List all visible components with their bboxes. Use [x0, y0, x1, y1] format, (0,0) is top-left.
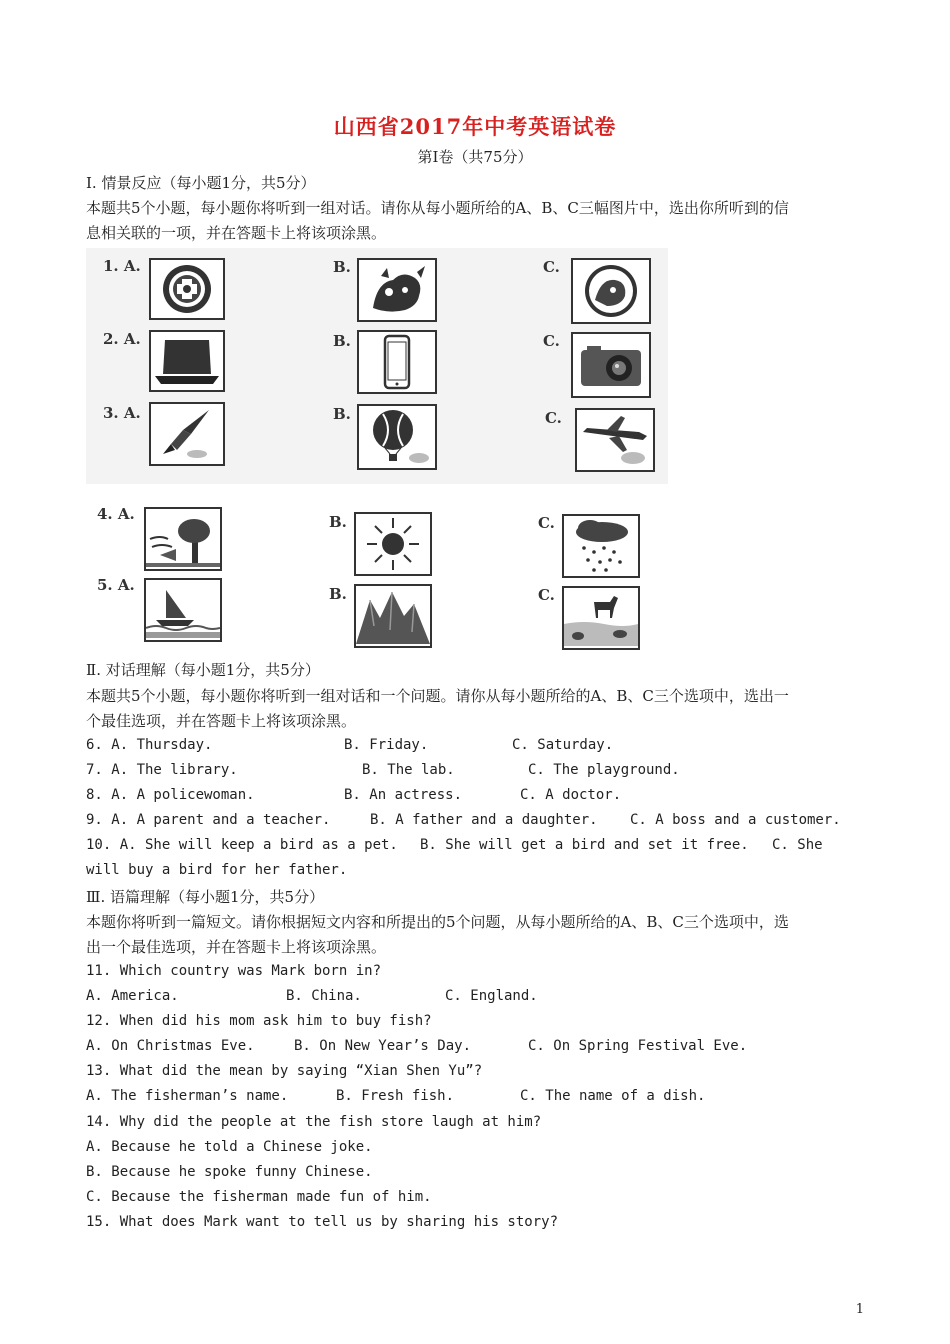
- horse-field-icon: [562, 586, 640, 650]
- q7-option-b: B. The lab.: [362, 762, 455, 778]
- picture-label-5c: C.: [538, 586, 555, 604]
- picture-label-2b: B.: [333, 332, 351, 350]
- section3-heading: Ⅲ. 语篇理解（每小题1分，共5分）: [86, 888, 325, 906]
- picture-label-1a: 1. A.: [103, 257, 141, 275]
- q11-question: 11. Which country was Mark born in?: [86, 963, 382, 979]
- q15-question: 15. What does Mark want to tell us by sharing his story?: [86, 1214, 559, 1230]
- sailboat-icon: [144, 578, 222, 642]
- paper-cut-animal-icon: [357, 258, 437, 322]
- picture-label-3b: B.: [333, 405, 351, 423]
- section3-instruction-line1: 本题你将听到一篇短文。请你根据短文内容和所提出的5个问题，从每小题所给的A、B、C三个选项中，选: [86, 913, 789, 931]
- q9-option-a: 9. A. A parent and a teacher.: [86, 812, 331, 828]
- q12-option-c: C. On Spring Festival Eve.: [528, 1038, 748, 1054]
- q11-option-c: C. England.: [445, 988, 538, 1004]
- paper-cut-round-icon: [149, 258, 225, 320]
- windy-tree-icon: [144, 507, 222, 571]
- rocket-icon: [149, 402, 225, 466]
- picture-label-3c: C.: [545, 409, 562, 427]
- q13-option-a: A. The fisherman’s name.: [86, 1088, 289, 1104]
- q6-option-a: 6. A. Thursday.: [86, 737, 213, 753]
- q7-option-c: C. The playground.: [528, 762, 680, 778]
- exam-subtitle: 第Ⅰ卷（共75分）: [417, 148, 533, 166]
- picture-label-5a: 5. A.: [97, 576, 135, 594]
- q9-option-c: C. A boss and a customer.: [630, 812, 841, 828]
- picture-label-4c: C.: [538, 514, 555, 532]
- q13-question: 13. What did the mean by saying “Xian Shen Yu”?: [86, 1063, 483, 1079]
- picture-label-1c: C.: [543, 258, 560, 276]
- q14-question: 14. Why did the people at the fish store laugh at him?: [86, 1114, 542, 1130]
- airplane-icon: [575, 408, 655, 472]
- q14-option-b: B. Because he spoke funny Chinese.: [86, 1164, 373, 1180]
- q10-option-c: C. She: [772, 837, 823, 853]
- sun-icon: [354, 512, 432, 576]
- picture-label-1b: B.: [333, 258, 351, 276]
- exam-title: 山西省2017年中考英语试卷: [333, 114, 617, 139]
- q8-option-c: C. A doctor.: [520, 787, 622, 803]
- section1-heading: Ⅰ. 情景反应（每小题1分，共5分）: [86, 174, 316, 192]
- picture-label-4a: 4. A.: [97, 505, 135, 523]
- q13-option-b: B. Fresh fish.: [336, 1088, 455, 1104]
- q12-option-b: B. On New Year’s Day.: [294, 1038, 472, 1054]
- mountains-icon: [354, 584, 432, 648]
- section1-instruction-line1: 本题共5个小题，每小题你将听到一组对话。请你从每小题所给的A、B、C三幅图片中，选出你所听到的信: [86, 199, 789, 217]
- q14-option-c: C. Because the fisherman made fun of him.: [86, 1189, 432, 1205]
- picture-label-5b: B.: [329, 585, 347, 603]
- picture-label-3a: 3. A.: [103, 404, 141, 422]
- q14-option-a: A. Because he told a Chinese joke.: [86, 1139, 373, 1155]
- rain-cloud-icon: [562, 514, 640, 578]
- hot-air-balloon-icon: [357, 404, 437, 470]
- q9-option-b: B. A father and a daughter.: [370, 812, 598, 828]
- picture-label-4b: B.: [329, 513, 347, 531]
- laptop-icon: [149, 330, 225, 392]
- camera-icon: [571, 332, 651, 398]
- q10-option-c-continued: will buy a bird for her father.: [86, 862, 348, 878]
- section2-instruction-line2: 个最佳选项，并在答题卡上将该项涂黑。: [86, 712, 357, 730]
- q10-option-a: 10. A. She will keep a bird as a pet.: [86, 837, 398, 853]
- q7-option-a: 7. A. The library.: [86, 762, 238, 778]
- q12-question: 12. When did his mom ask him to buy fish?: [86, 1013, 432, 1029]
- q6-option-c: C. Saturday.: [512, 737, 614, 753]
- q12-option-a: A. On Christmas Eve.: [86, 1038, 255, 1054]
- picture-label-2c: C.: [543, 332, 560, 350]
- section2-instruction-line1: 本题共5个小题，每小题你将听到一组对话和一个问题。请你从每小题所给的A、B、C三个选项中，选出一: [86, 687, 789, 705]
- q8-option-a: 8. A. A policewoman.: [86, 787, 255, 803]
- section1-instruction-line2: 息相关联的一项，并在答题卡上将该项涂黑。: [86, 224, 387, 242]
- q8-option-b: B. An actress.: [344, 787, 463, 803]
- q13-option-c: C. The name of a dish.: [520, 1088, 706, 1104]
- section3-instruction-line2: 出一个最佳选项，并在答题卡上将该项涂黑。: [86, 938, 387, 956]
- paper-cut-circle-icon: [571, 258, 651, 324]
- section2-heading: Ⅱ. 对话理解（每小题1分，共5分）: [86, 661, 320, 679]
- q6-option-b: B. Friday.: [344, 737, 429, 753]
- picture-label-2a: 2. A.: [103, 330, 141, 348]
- q11-option-b: B. China.: [286, 988, 362, 1004]
- q11-option-a: A. America.: [86, 988, 179, 1004]
- page-number: 1: [855, 1302, 864, 1317]
- smartphone-icon: [357, 330, 437, 394]
- q10-option-b: B. She will get a bird and set it free.: [420, 837, 749, 853]
